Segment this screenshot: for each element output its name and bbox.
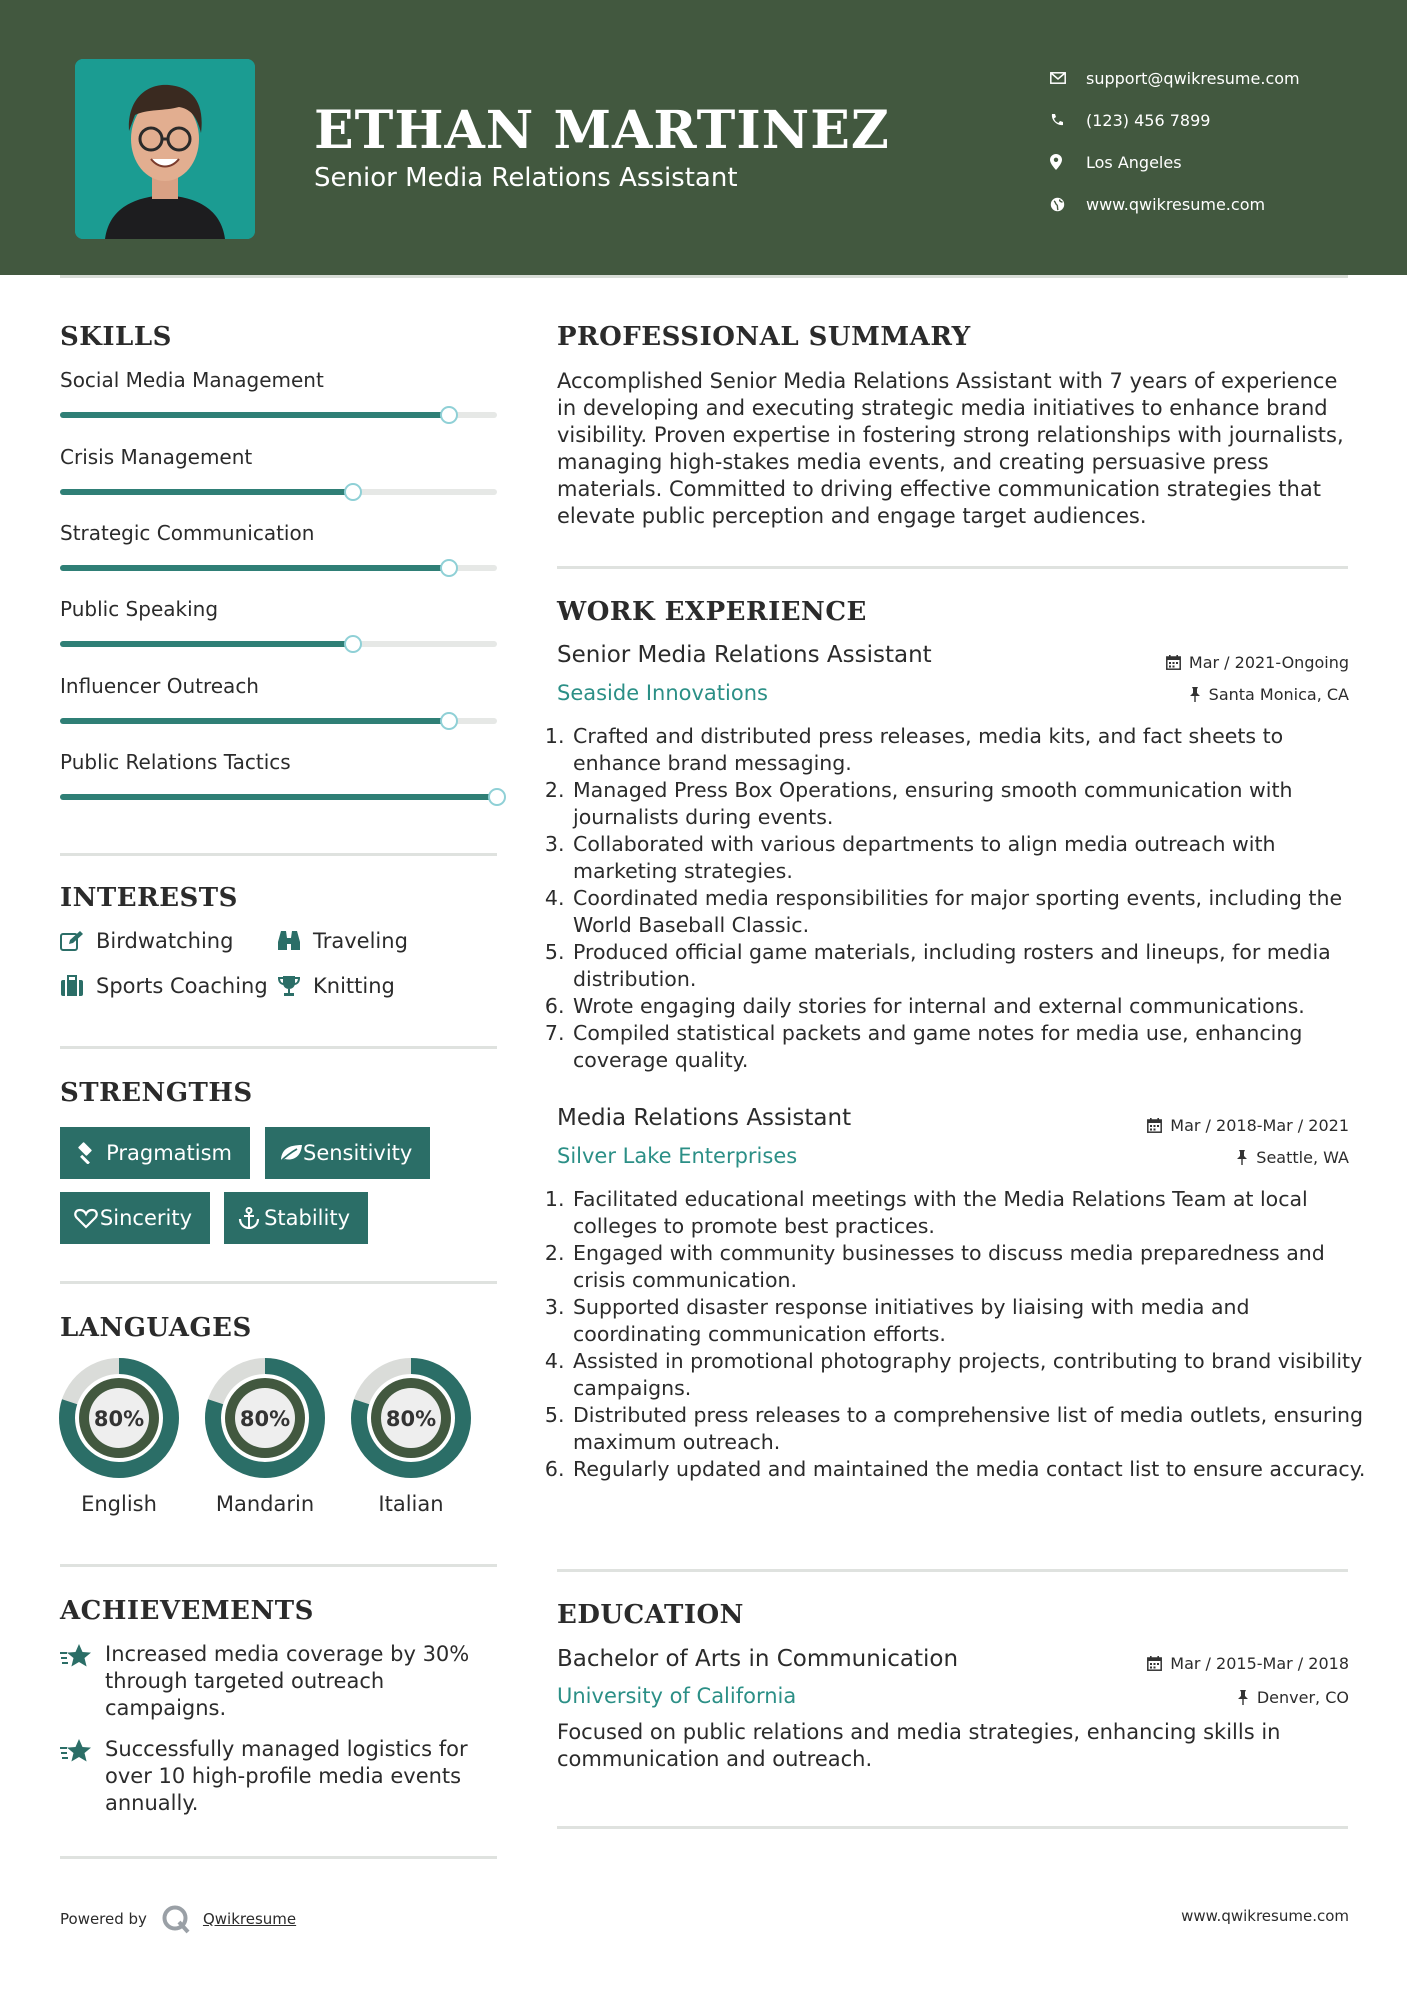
skill-bar-knob: [488, 788, 506, 806]
skill-label: Crisis Management: [60, 445, 253, 469]
education-dates-text: Mar / 2015-Mar / 2018: [1170, 1654, 1349, 1673]
powered-by-text: Powered by: [60, 1910, 147, 1928]
section-divider: [60, 853, 497, 856]
section-divider: [60, 1564, 497, 1567]
strengths-heading: STRENGTHS: [60, 1078, 253, 1108]
education-location: [1237, 1688, 1349, 1707]
trophy-icon: [277, 975, 313, 997]
section-divider: [60, 1046, 497, 1049]
calendar-icon: [1166, 655, 1181, 670]
envelope-icon: [1050, 72, 1086, 84]
strength-tag: [265, 1127, 430, 1179]
contact-list: [1050, 57, 1300, 225]
skills-heading: SKILLS: [60, 322, 172, 352]
qwikresume-logo-icon: [161, 1904, 191, 1934]
language-name: Mandarin: [215, 1492, 315, 1516]
strength-label: Sincerity: [99, 1206, 192, 1230]
language-ring: [57, 1356, 181, 1480]
candidate-name: ETHAN MARTINEZ: [314, 100, 890, 161]
job-bullet: 3. Collaborated with various departments to align media outreach with marketing strategies.: [571, 831, 1370, 885]
skill-label: Public Speaking: [60, 597, 219, 621]
skill-bar-knob: [440, 559, 458, 577]
summary-heading: PROFESSIONAL SUMMARY: [557, 322, 971, 352]
pushpin-icon: [1189, 687, 1201, 702]
skill-label: Influencer Outreach: [60, 674, 259, 698]
strength-label: Sensitivity: [303, 1141, 413, 1165]
qwikresume-link[interactable]: Qwikresume: [202, 1910, 297, 1928]
anchor-icon: [238, 1207, 264, 1229]
skill-item: [60, 445, 497, 469]
job-location-text: Seattle, WA: [1256, 1148, 1349, 1167]
leaf-icon: [279, 1143, 303, 1163]
section-divider: [60, 1281, 497, 1284]
job-bullet: 6. Regularly updated and maintained the media contact list to ensure accuracy.: [571, 1456, 1370, 1483]
star-award-icon: [60, 1736, 105, 1817]
skill-bar-knob: [344, 635, 362, 653]
skill-bar-knob: [344, 483, 362, 501]
skill-label: Strategic Communication: [60, 521, 315, 545]
strength-tag: [60, 1127, 250, 1179]
education-description: Focused on public relations and media strategies, enhancing skills in communication and outreach.: [557, 1720, 1281, 1771]
language-percent: 80%: [93, 1407, 145, 1431]
strength-label: Stability: [264, 1206, 350, 1230]
education-heading: EDUCATION: [557, 1600, 744, 1630]
pushpin-icon: [1236, 1150, 1248, 1165]
section-divider: [557, 1569, 1348, 1572]
job-bullet: 1. Crafted and distributed press releases, media kits, and fact sheets to enhance brand messaging.: [571, 723, 1370, 777]
company-name: Seaside Innovations: [557, 681, 768, 705]
job-bullet: 5. Produced official game materials, including rosters and lineups, for media distribution.: [571, 939, 1370, 993]
interest-label: Sports Coaching: [96, 974, 268, 998]
skill-bar-fill: [60, 412, 449, 418]
language-percent: 80%: [385, 1407, 437, 1431]
job-dates-text: Mar / 2018-Mar / 2021: [1170, 1116, 1349, 1135]
job-title: Senior Media Relations Assistant: [557, 642, 932, 668]
briefcase-icon: [60, 975, 96, 997]
profile-photo: [75, 59, 255, 239]
strength-tag: [60, 1192, 210, 1244]
job-bullet: 2. Engaged with community businesses to discuss media preparedness and crisis communication.: [571, 1240, 1370, 1294]
skill-bar-knob: [440, 712, 458, 730]
skill-item: [60, 674, 497, 698]
achievements-heading: ACHIEVEMENTS: [60, 1596, 314, 1626]
skill-bar-fill: [60, 565, 449, 571]
skill-bar-fill: [60, 718, 449, 724]
footer-powered-by: [60, 1904, 296, 1934]
achievement-item: [60, 1736, 500, 1817]
language-item: [203, 1356, 327, 1516]
job-bullet: 1. Facilitated educational meetings with the Media Relations Team at local colleges to promote best practices.: [571, 1186, 1370, 1240]
job-bullet: 3. Supported disaster response initiatives by liaising with media and coordinating communication efforts.: [571, 1294, 1370, 1348]
phone-icon: [1050, 113, 1086, 127]
location-pin-icon: [1050, 154, 1086, 170]
contact-website-text: www.qwikresume.com: [1086, 194, 1266, 214]
job-bullets: [553, 723, 1370, 1074]
school-name: University of California: [557, 1684, 797, 1708]
job-dates: [1147, 1116, 1349, 1135]
edit-icon: [60, 930, 96, 952]
skill-item: [60, 750, 497, 774]
company-name: Silver Lake Enterprises: [557, 1144, 798, 1168]
job-bullet: 5. Distributed press releases to a comprehensive list of media outlets, ensuring maximum outreach.: [571, 1402, 1370, 1456]
star-award-icon: [60, 1641, 105, 1722]
interest-item: [277, 929, 408, 953]
skill-item: [60, 597, 497, 621]
job-bullet: 4. Coordinated media responsibilities for major sporting events, including the World Baseball Classic.: [571, 885, 1370, 939]
language-ring: [203, 1356, 327, 1480]
skill-bar: [60, 565, 497, 571]
heart-icon: [74, 1208, 100, 1229]
interest-item: [60, 929, 233, 953]
skill-bar: [60, 412, 497, 418]
education-dates: [1147, 1654, 1349, 1673]
language-item: [57, 1356, 181, 1516]
interest-item: [60, 974, 268, 998]
job-bullet: 4. Assisted in promotional photography projects, contributing to brand visibility campaigns.: [571, 1348, 1370, 1402]
portrait-image: [75, 59, 255, 239]
languages-heading: LANGUAGES: [60, 1313, 252, 1343]
contact-website[interactable]: [1050, 183, 1300, 225]
interest-item: [277, 974, 395, 998]
contact-location: [1050, 141, 1300, 183]
interest-label: Birdwatching: [96, 929, 234, 953]
achievement-text: Increased media coverage by 30% through targeted outreach campaigns.: [105, 1642, 470, 1720]
globe-icon: [1050, 197, 1086, 212]
skill-bar: [60, 794, 497, 800]
header-divider: [60, 275, 1348, 278]
skill-item: [60, 521, 497, 545]
degree-title: Bachelor of Arts in Communication: [557, 1646, 959, 1672]
job-location: [1236, 1148, 1349, 1167]
section-divider: [557, 566, 1348, 569]
skill-bar: [60, 641, 497, 647]
candidate-role: Senior Media Relations Assistant: [314, 163, 738, 193]
pushpin-icon: [1237, 1690, 1249, 1705]
job-bullet: 2. Managed Press Box Operations, ensuring smooth communication with journalists during events.: [571, 777, 1370, 831]
skill-label: Public Relations Tactics: [60, 750, 291, 774]
job-location-text: Santa Monica, CA: [1208, 685, 1349, 704]
language-ring: [349, 1356, 473, 1480]
calendar-icon: [1147, 1656, 1162, 1671]
skill-bar-fill: [60, 641, 353, 647]
interest-label: Knitting: [313, 974, 395, 998]
education-location-text: Denver, CO: [1256, 1688, 1349, 1707]
language-item: [349, 1356, 473, 1516]
section-divider: [557, 1826, 1348, 1829]
contact-email[interactable]: [1050, 57, 1300, 99]
resume-header: [0, 0, 1407, 275]
interest-label: Traveling: [313, 929, 408, 953]
summary-text: Accomplished Senior Media Relations Assistant with 7 years of experience in developing and executing strategic media initiatives to enhance brand visibility. Proven expertise in fostering strong relationships with journalists, managing high-stakes media events, and creating persuasive press materials. Committed to driving effective communication strategies that elevate public perception and engage target audiences.: [557, 369, 1344, 528]
skill-bar-knob: [440, 406, 458, 424]
experience-heading: WORK EXPERIENCE: [557, 597, 867, 627]
skill-bar-fill: [60, 489, 353, 495]
achievement-item: [60, 1641, 500, 1722]
interests-heading: INTERESTS: [60, 883, 238, 913]
contact-email-text: support@qwikresume.com: [1086, 68, 1300, 88]
footer-website[interactable]: www.qwikresume.com: [1181, 1907, 1349, 1925]
job-bullet: 7. Compiled statistical packets and game notes for media use, enhancing coverage quality.: [571, 1020, 1370, 1074]
skill-label: Social Media Management: [60, 368, 324, 392]
job-location: [1189, 685, 1349, 704]
contact-phone-text: (123) 456 7899: [1086, 110, 1211, 130]
gavel-icon: [74, 1142, 106, 1164]
language-name: Italian: [378, 1492, 444, 1516]
strength-label: Pragmatism: [106, 1141, 232, 1165]
skill-item: [60, 368, 497, 392]
achievement-text: Successfully managed logistics for over 10 high-profile media events annually.: [105, 1737, 468, 1815]
strength-tag: [224, 1192, 368, 1244]
job-bullet: 6. Wrote engaging daily stories for internal and external communications.: [571, 993, 1370, 1020]
language-percent: 80%: [239, 1407, 291, 1431]
contact-location-text: Los Angeles: [1086, 152, 1182, 172]
job-bullets: [553, 1186, 1370, 1483]
skill-bar: [60, 718, 497, 724]
section-divider: [60, 1856, 497, 1859]
job-dates: [1166, 653, 1349, 672]
job-dates-text: Mar / 2021-Ongoing: [1188, 653, 1349, 672]
skill-bar-fill: [60, 794, 497, 800]
skill-bar: [60, 489, 497, 495]
language-name: English: [81, 1492, 157, 1516]
binoculars-icon: [277, 930, 313, 952]
contact-phone[interactable]: [1050, 99, 1300, 141]
calendar-icon: [1147, 1118, 1162, 1133]
job-title: Media Relations Assistant: [557, 1105, 852, 1131]
